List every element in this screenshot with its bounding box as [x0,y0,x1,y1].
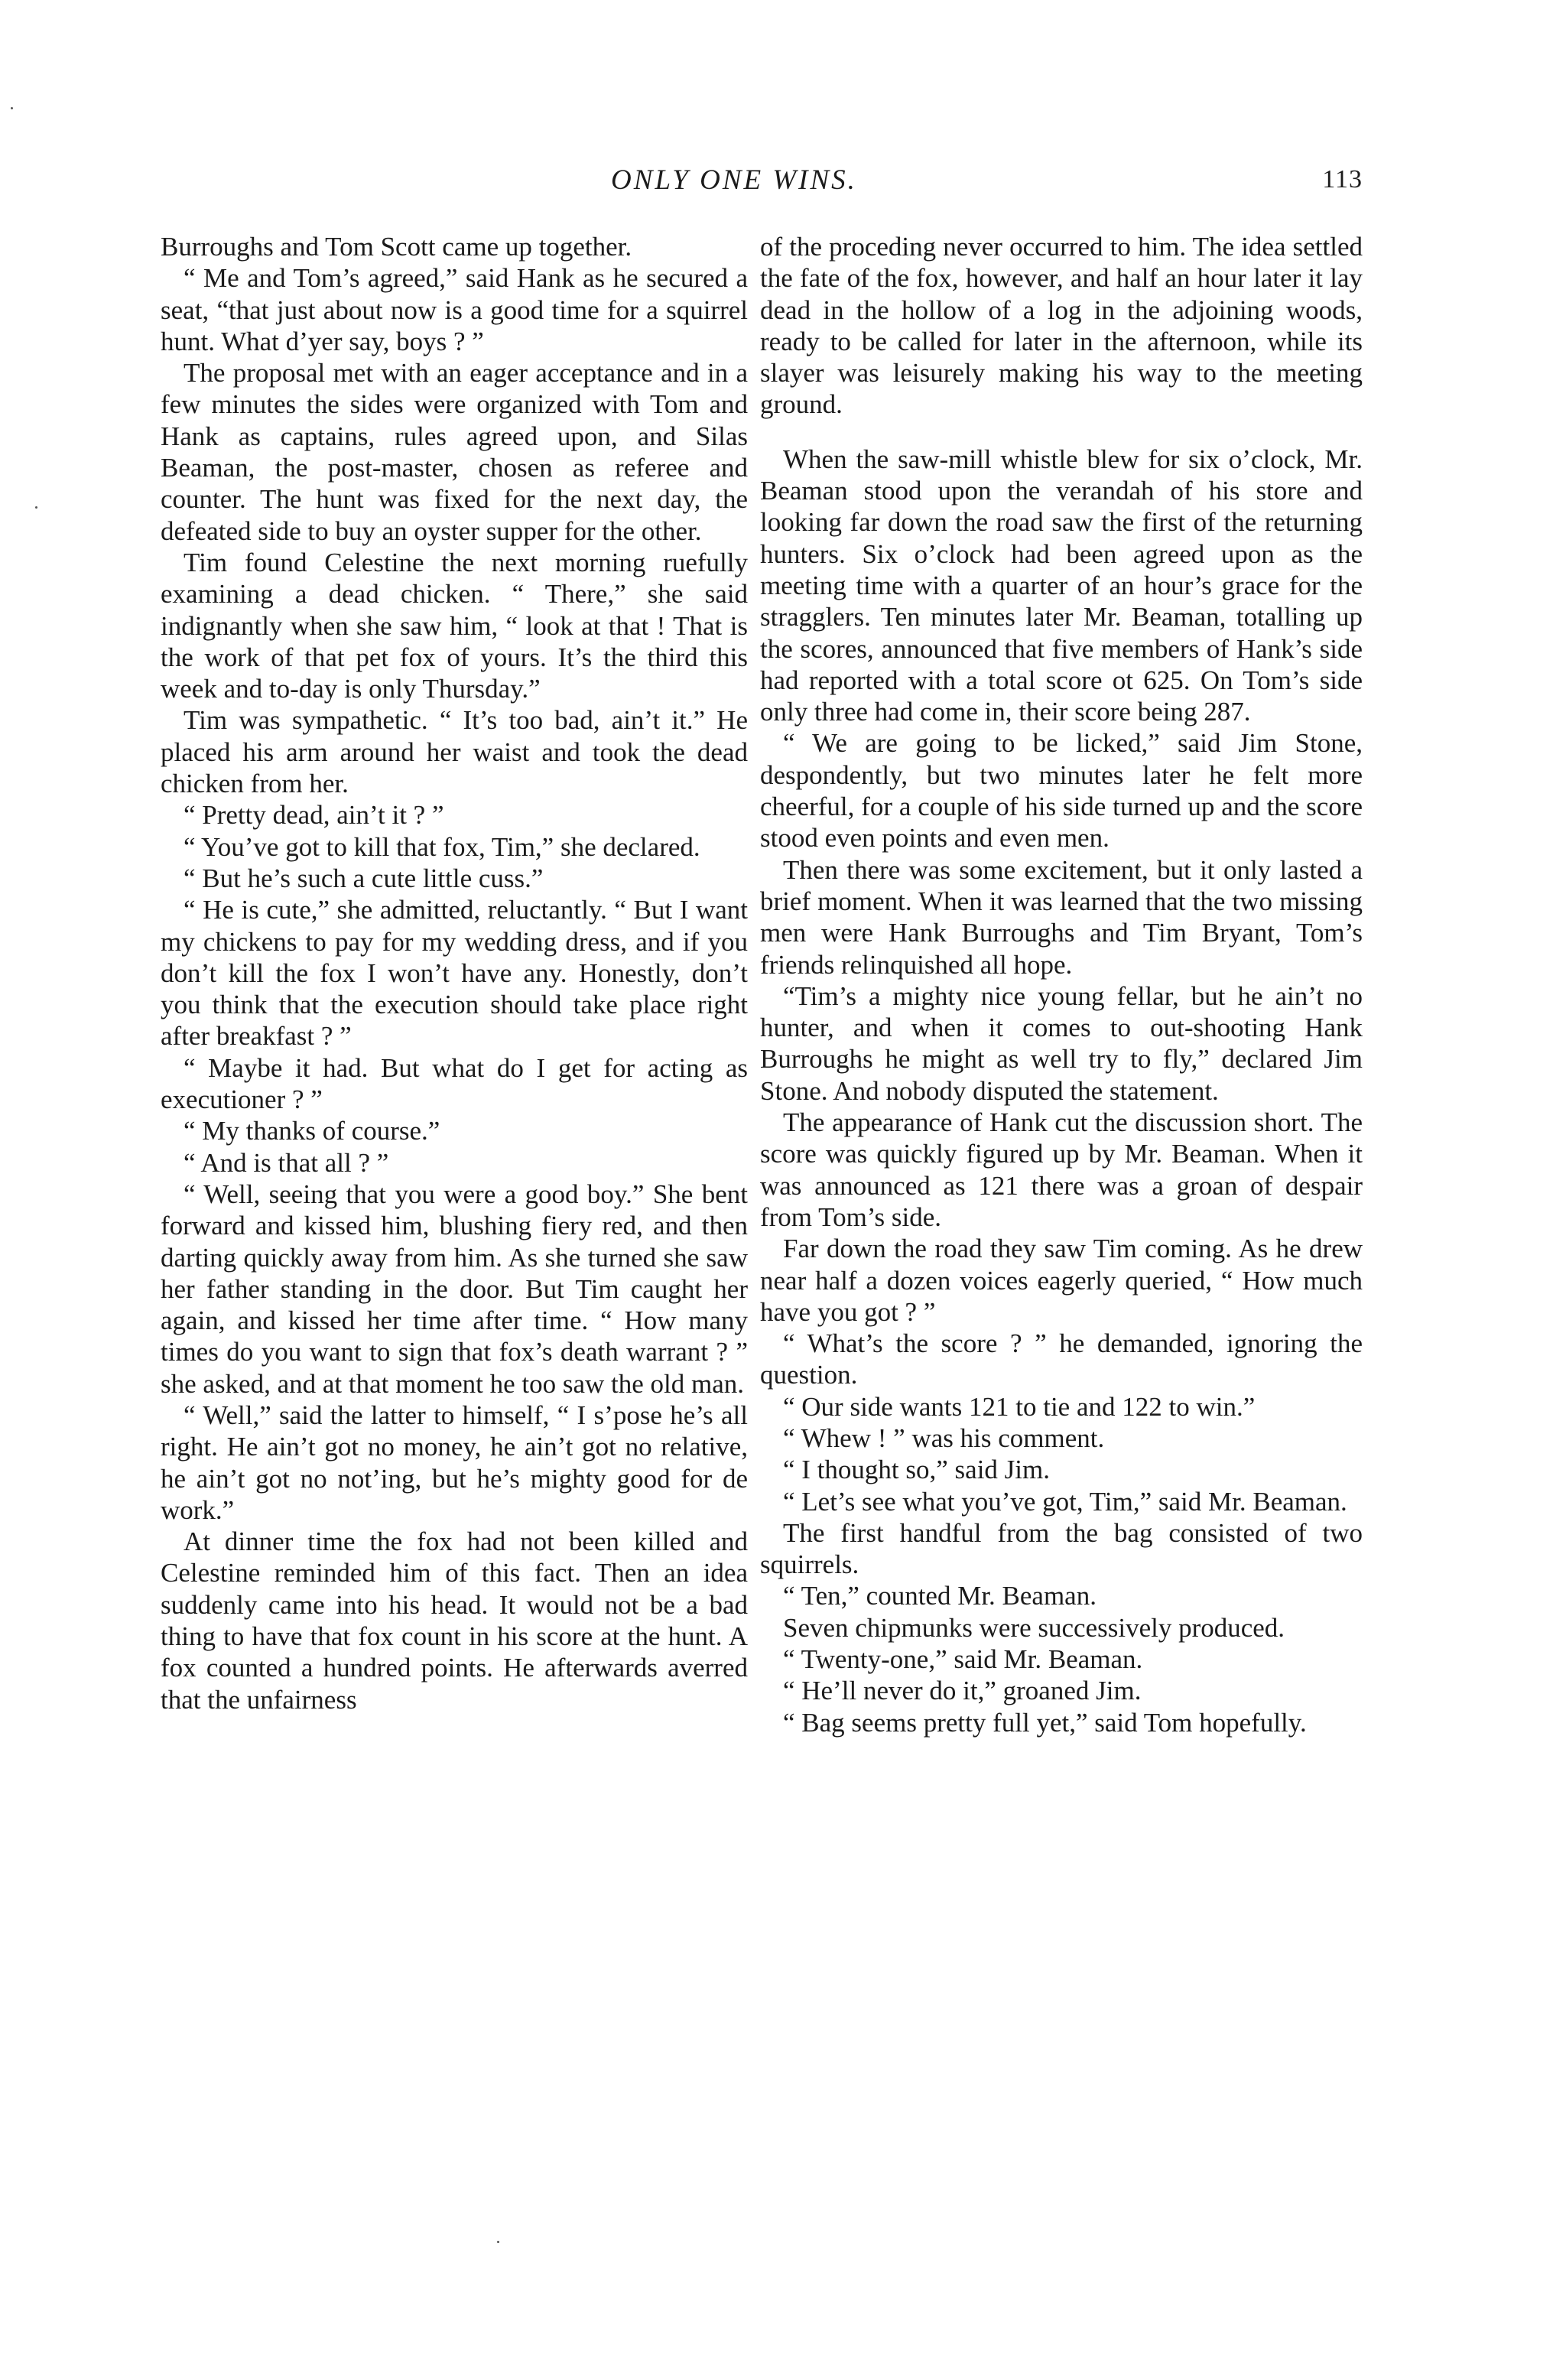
print-speck [11,107,13,109]
print-speck [497,2241,499,2243]
paragraph: “ But he’s such a cute little cuss.” [184,863,544,893]
running-title: ONLY ONE WINS. [611,164,857,196]
paragraph: “ Maybe it had. But what do I get for acting as executioner ? ” [161,1052,748,1115]
paragraph: “ Our side wants 121 to tie and 122 to win.” [783,1391,1256,1422]
left-column [161,231,748,1715]
paragraph: “ And is that all ? ” [184,1147,389,1178]
paragraph: “ Well, seeing that you were a good boy.” She bent forward and kissed him, blushing fiery red, and then darting quickly away from him. As she turned she saw her father standing in the door. But Tim caught her again, and kissed her time after time. “ How many times do you want to sign that fox’s death warrant ? ” she asked, and at that moment he too saw the old man. [161,1179,748,1399]
paragraph: Burroughs and Tom Scott came up together. [161,232,632,262]
running-head [0,164,1566,210]
paragraph: “ You’ve got to kill that fox, Tim,” she declared. [184,831,700,862]
paragraph: “ I thought so,” said Jim. [783,1455,1050,1485]
page-number: 113 [1322,165,1363,193]
paragraph: At dinner time the fox had not been killed and Celestine reminded him of this fact. Then an idea suddenly came into his head. It would not be a bad thing to have that fox count in his score at the hunt. A fox counted a hundred points. He afterwards averred that the unfairness [161,1527,748,1715]
paragraph: “ Whew ! ” was his comment. [783,1422,1105,1453]
paragraph: The proposal met with an eager acceptance and in a few minutes the sides were organized with Tom and Hank as captains, rules agreed upon, and Silas Beaman, the post-master, chosen as referee and counter. The hunt was fixed for the next day, the defeated side to buy an oyster supper for the other. [161,358,748,546]
paragraph: “ He is cute,” she admitted, reluctantly. “ But I want my chickens to pay for my wedding dress, and if you don’t kill the fox I won’t have any. Honestly, don’t you think that the execution should take place right after breakfast ? ” [161,895,748,1052]
section-break-paragraph: When the saw-mill whistle blew for six o’clock, Mr. Beaman stood upon the verandah of his store and looking far down the road saw the first of the returning hunters. Six o’clock had been agreed upon as the meeting time with a quarter of an hour’s grace for the stragglers. Ten minutes later Mr. Beaman, totalling up the scores, announced that five members of Hank’s side had reported with a total score ot 625. On Tom’s side only three had come in, their score being 287. [760,444,1363,727]
paragraph: “ We are going to be licked,” said Jim Stone, despondently, but two minutes later he felt more cheerful, for a couple of his side turned up and the score stood even points and even men. [760,728,1363,853]
print-speck [35,506,37,509]
paragraph: Tim found Celestine the next morning ruefully examining a dead chicken. “ There,” she said indignantly when she saw him, “ look at that ! That is the work of that pet fox of yours. It’s the third this week and to-day is only Thursday.” [161,547,748,704]
paragraph: “ He’ll never do it,” groaned Jim. [783,1676,1142,1706]
paragraph: Far down the road they saw Tim coming. As he drew near half a dozen voices eagerly queried, “ How much have you got ? ” [760,1234,1363,1327]
paragraph: “ Me and Tom’s agreed,” said Hank as he secured a seat, “that just about now is a good time for a squirrel hunt. What d’yer say, boys ? ” [161,263,748,356]
paragraph: “Tim’s a mighty nice young fellar, but he ain’t no hunter, and when it comes to out-shooting Hank Burroughs he might as well try to fly,” declared Jim Stone. And nobody disputed the statement. [760,980,1363,1106]
paragraph: “ Well,” said the latter to himself, “ I s’pose he’s all right. He ain’t got no money, he ain’t got no relative, he ain’t got no not’ing, but he’s mighty good for de work.” [161,1400,748,1525]
paragraph: Tim was sympathetic. “ It’s too bad, ain’t it.” He placed his arm around her waist and took the dead chicken from her. [161,705,748,799]
paragraph: “ Twenty-one,” said Mr. Beaman. [783,1644,1143,1675]
paragraph: “ Ten,” counted Mr. Beaman. [783,1581,1097,1611]
paragraph: The appearance of Hank cut the discussion short. The score was quickly figured up by Mr. Beaman. When it was announced as 121 there was a groan of despair from Tom’s side. [760,1107,1363,1232]
paragraph: “ Bag seems pretty full yet,” said Tom hopefully. [783,1707,1307,1738]
right-column [760,231,1363,1738]
paragraph: “ My thanks of course.” [184,1116,440,1146]
paragraph: The first handful from the bag consisted of two squirrels. [760,1517,1363,1580]
paragraph: “ Let’s see what you’ve got, Tim,” said Mr. Beaman. [783,1486,1347,1517]
paragraph: Seven chipmunks were successively produced. [783,1612,1285,1643]
paragraph: “ What’s the score ? ” he demanded, ignoring the question. [760,1328,1363,1390]
paragraph: Then there was some excitement, but it only lasted a brief moment. When it was learned that the two missing men were Hank Burroughs and Tim Bryant, Tom’s friends relinquished all hope. [760,854,1363,980]
paragraph: “ Pretty dead, ain’t it ? ” [184,800,444,831]
paragraph: of the proceding never occurred to him. The idea settled the fate of the fox, however, and half an hour later it lay dead in the hollow of a log in the adjoining woods, ready to be called for later in the afternoon, while its slayer was leisurely making his way to the meeting ground. [760,232,1363,420]
